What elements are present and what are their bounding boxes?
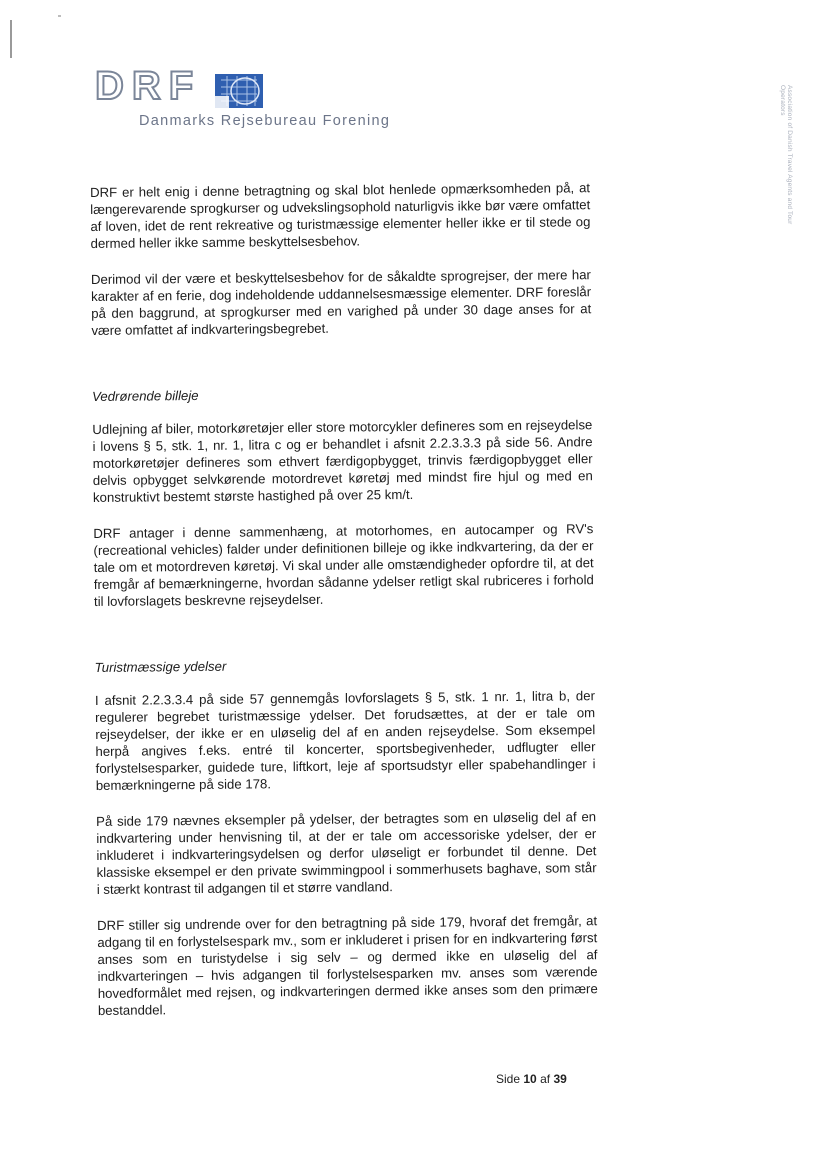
scan-dot-mark [58,15,61,17]
side-association-text: Association of Danish Travel Agents and Tour Operators [779,85,793,225]
logo-subtitle: Danmarks Rejsebureau Forening [139,113,391,129]
logo-letters: DRF [95,64,202,108]
paragraph: Udlejning af biler, motorkøretøjer eller store motorcykler defineres som en rejseydelse i lovens § 5, stk. 1, nr. 1, litra c og er behandlet i afsnit 2.2.3.3.3 på side 56. Andre motorkøretøjer defineres som ethvert færdigopbygget, trinvis færdigopbygget eller delvis opbygget selvkørende motordrevet køretøj med mindst fire hjul og med en konstruktivt bestemt største hastighed på over 25 km/t. [92,417,593,505]
drf-logo [95,64,455,140]
side-label: Side [496,1072,521,1086]
paragraph: I afsnit 2.2.3.3.4 på side 57 gennemgås lovforslagets § 5, stk. 1 nr. 1, litra b, der regulerer begrebet turistmæssige ydelser. Det forudsættes, at der er tale om rejseydelser, der ikke er en uløselig del af en anden rejseydelse. Som eksempel herpå angives f.eks. entré til koncerter, sportsbegivenheder, udflugter eller forlystelsesparker, guidede ture, liftkort, leje af sportsudstyr eller spabehandlinger i bemærkningerne på side 178. [94,688,596,793]
paragraph: DRF er helt enig i denne betragtning og skal blot henlede opmærksomheden på, at længerevarende sprogkurser og udvekslingsophold naturligvis ikke bør være omfattet af loven, idet de rent rekreative og turistmæssige elementer heller ikke er til stede og dermed heller ikke samme beskyttelsesbehov. [90,180,591,251]
paragraph: På side 179 nævnes eksempler på ydelser, der betragtes som en uløselig del af en indkvartering under henvisning til, at der er tale om accessoriske ydelser, der er inkluderet i indkvarteringsydelsen og derfor uløseligt er forbundet til denne. Det klassiske eksempel er den private swimmingpool i sommerhusets baghave, som står i stærkt kontrast til adgangen til et større vandland. [96,809,597,897]
total-pages: 39 [553,1072,567,1086]
paragraph: DRF antager i denne sammenhæng, at motorhomes, en autocamper og RV's (recreational vehicles) falder under definitionen billeje og ikke indkvartering, da der er tale om et motordreven køretøj. Vi skal under alle omstændigheder opfordre til, at det fremgår af bemærkningerne, hvordan sådanne ydelser retligt skal rubriceres i forhold til lovforslagets beskrevne rejseydelser. [93,521,594,609]
page-number: 10 [523,1072,537,1086]
paragraph: Derimod vil der være et beskyttelsesbehov for de såkaldte sprogrejser, der mere har karakter af en ferie, dog indeholdende uddannelsesmæssige elementer. DRF foreslår på den baggrund, at sprogkurser med en varighed på under 30 dage anses for at være omfattet af indkvarteringsbegrebet. [90,267,592,338]
section-heading-billeje: Vedrørende billeje [91,387,199,404]
scan-edge-mark [10,20,12,58]
paragraph: DRF stiller sig undrende over for den betragtning på side 179, hvoraf det fremgår, at adgang til en forlystelsespark mv., som er inkluderet i prisen for en indkvartering først anses som en turistydelse i sig selv – og dermed ikke en uløselig del af indkvarteringen – hvis adgangen til forlystelsesparken mv. anses som værende hovedformålet med rejsen, og indkvarteringen dermed ikke anses som den primære bestanddel. [97,913,598,1018]
page-number-footer [496,1072,567,1086]
globe-icon [215,74,263,108]
section-heading-turistmaessige-ydelser: Turistmæssige ydelser [94,658,227,675]
letter-body [90,179,598,1038]
af-label: af [540,1072,551,1086]
